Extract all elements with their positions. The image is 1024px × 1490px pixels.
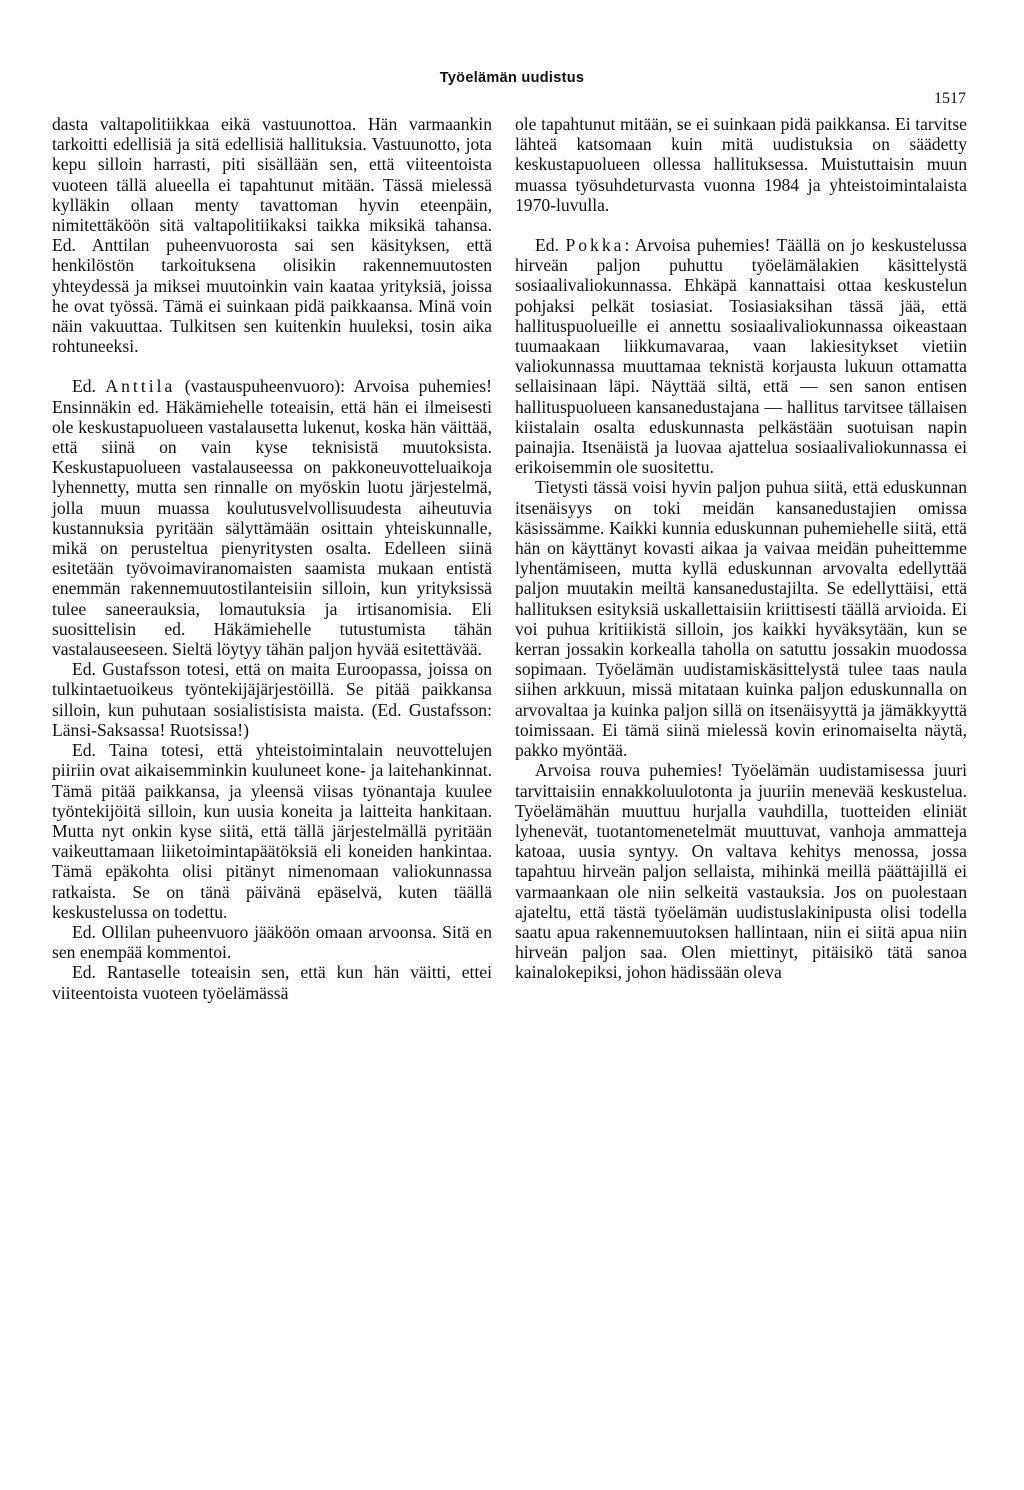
left-paragraph-rantanen: Ed. Rantaselle toteaisin sen, että kun hän väitti, ettei viiteentoista vuoteen työelämässä [52, 962, 492, 1003]
right-paragraph-3: Tietysti tässä voisi hyvin paljon puhua siitä, että eduskunnan itsenäisyys on toki meidän kansanedustajien omissa käsissämme. Kaikki kunnia eduskunnan puhemiehelle siitä, että hän on käyttänyt kovasti aikaa ja vaivaa meidän puheittemme lyhentämiseen, mutta kyllä eduskunnan arvovalta edellyttää paljon muutakin meiltä kansanedustajilta. Se edellyttäisi, että hallituksen esityksiä uskallettaisiin kriittisesti täällä arvioida. Ei voi puhua kritiikistä silloin, jos kaikki hyväksytään, kun se kerran jossakin korkealla taholla on satuttu jossakin muodossa sopimaan. Työelämän uudistamiskäsittelystä tulee taas naula siihen arkkuun, missä mitataan kuinka paljon eduskunnalla on arvovaltaa ja kuinka paljon sillä on itsenäisyyttä ja jämäkkyyttä toimissaan. Ei tämä siinä mielessä kovin erinomaiselta näytä, pakko myöntää. [515, 477, 967, 761]
right-paragraph-4: Arvoisa rouva puhemies! Työelämän uudistamisessa juuri tarvittaisiin ennakkoluulotonta ja juuriin menevää keskustelua. Työelämähän muuttuu hurjalla vauhdilla, tuotteiden eliniät lyhenevät, tuotantomenetelmät muuttuvat, vanhoja ammatteja katoaa, uusia syntyy. On valtava kehitys menossa, jossa tapahtuu hirveän paljon sellaista, mihinkä meillä päättäjillä ei varmaankaan ole niin selkeitä vastauksia. Jos on puolestaan ajateltu, että tästä työelämän uudistuslakinipusta olisi todella saatu apua rakennemuutoksen hallintaan, niin ei siitä apua niin hirveän paljon saa. Olen miettinyt, pitäisikö tätä sanoa kainalokepiksi, johon hädissään oleva [515, 760, 967, 983]
left-column [52, 114, 492, 1003]
speaker-prefix: Ed. [535, 235, 559, 256]
page-number: 1517 [934, 90, 966, 107]
speech-text: (vastauspuheenvuoro): Arvoisa puhemies! Ensinnäkin ed. Häkämiehelle toteaisin, että hän ei ilmeisesti ole keskustapuolueen vastalausetta lukenut, koska hän väittää, että siinä on vain kyse teknisistä muutoksista. Keskustapuolueen vastalauseessa on pakkoneuvotteluaikoja lyhennetty, mutta sen rinnalle on myöskin luotu järjestelmä, jolla muun muassa koulutusvelvollisuudesta aiheutuvia kustannuksia pyritään sälyttämään osittain yhteiskunnalle, mikä on perusteltua pienyritysten osalta. Edelleen siinä esitetään työvoimaviranomaisten saamista mukaan entistä enemmän rakennemuutostilanteisiin silloin, kun yrityksissä tulee saneerauksia, lomautuksia ja irtisanomisia. Eli suosittelisin ed. Häkämiehelle tutustumista tähän vastalauseeseen. Sieltä löytyy tähän paljon hyvää esitettävää. [52, 376, 492, 660]
right-paragraph-1: ole tapahtunut mitään, se ei suinkaan pidä paikkansa. Ei tarvitse lähteä katsomaan kuin mitä uudistuksia on säädetty keskustapuolueen ollessa hallituksessa. Muistuttaisin muun muassa työsuhdeturvasta vuonna 1984 ja yhteistoimintalaista 1970-luvulla. [515, 114, 967, 215]
speaker-prefix: Ed. [72, 376, 96, 397]
left-paragraph-ollila: Ed. Ollilan puheenvuoro jääköön omaan arvoonsa. Sitä en sen enempää kommentoi. [52, 921, 492, 963]
speaker-name-anttila: Anttila [105, 376, 176, 397]
speaker-name-pokka: Pokka [565, 235, 625, 256]
right-column [515, 114, 967, 983]
left-paragraph-taina: Ed. Taina totesi, että yhteistoimintalain neuvottelujen piiriin ovat aikaisemminkin kuuluneet kone- ja laitehankinnat. Tämä pitää paikkansa, ja yleensä viisas työnantaja kuulee työntekijöitä silloin, kun uusia koneita ja laitteita hankitaan. Mutta nyt onkin kyse siitä, että tällä järjestelmällä pyritään vaikeuttamaan liiketoimintapäätöksiä eli koneiden hankintaa. Tämä epäkohta olisi pitänyt nimenomaan valiokunnassa ratkaista. Se on tänä päivänä epäselvä, kuten täällä keskustelussa on todettu. [52, 740, 492, 922]
running-title: Työelämän uudistus [439, 70, 585, 86]
speech-text: : Arvoisa puhemies! Täällä on jo keskustelussa hirveän paljon puhuttu työelämälakien käsittelystä sosiaalivaliokunnassa. Ehkäpä kannattaisi ottaa keskustelun pohjaksi pelkät tosiasiat. Tosiasiaksihan tässä jää, että hallituspuolueille ei annettu sosiaalivaliokunnassa oikeastaan tuumaakaan liikkumavaraa, vaan lakiesitykset vietiin valiokunnassa muuttamaa teknistä korjausta lukuun ottamatta sellaisinaan läpi. Näyttää siltä, että — sen sanon entisen hallituspuolueen kansanedustajana — hallitus tarvitsee tällaisen kiistalain osalta eduskunnasta pelkästään suotuisan napin painajia. Itsenäistä ja luovaa ajattelua sosiaalivaliokunnassa ei erikoisemmin ole suositettu. [515, 235, 967, 478]
left-paragraph-anttila [52, 376, 492, 659]
left-paragraph-gustafsson: Ed. Gustafsson totesi, että on maita Euroopassa, joissa on tulkintaetuoikeus työntekijäjärjestöillä. Se pitää paikkansa silloin, kun puhutaan sosialistisista maista. (Ed. Gustafsson: Länsi-Saksassa! Ruotsissa!) [52, 659, 492, 740]
left-paragraph-1: dasta valtapolitiikkaa eikä vastuunottoa. Hän varmaankin tarkoitti edellisiä ja sitä edellisiä hallituksia. Vastuunotto, jota kepu silloin harrasti, piti sisällään sen, että viiteentoista vuoteen tällä alueella ei tapahtunut mitään. Tässä mielessä kylläkin ollaan menty tavattoman hyvin eteenpäin, nimitettäköön sitä valtapolitiikaksi taikka miksikä tahansa. Ed. Anttilan puheenvuorosta sai sen käsityksen, että henkilöstön tarkoituksena olisikin rakennemuutosten yhteydessä ja miksei muutoinkin vain kaataa yrityksiä, joissa he ovat työssä. Tämä ei suinkaan pidä paikkaansa. Minä voin näin vakuuttaa. Tulkitsen sen kuitenkin huuleksi, tosin aika rohtuneeksi. [52, 114, 492, 357]
right-paragraph-pokka [515, 235, 967, 477]
